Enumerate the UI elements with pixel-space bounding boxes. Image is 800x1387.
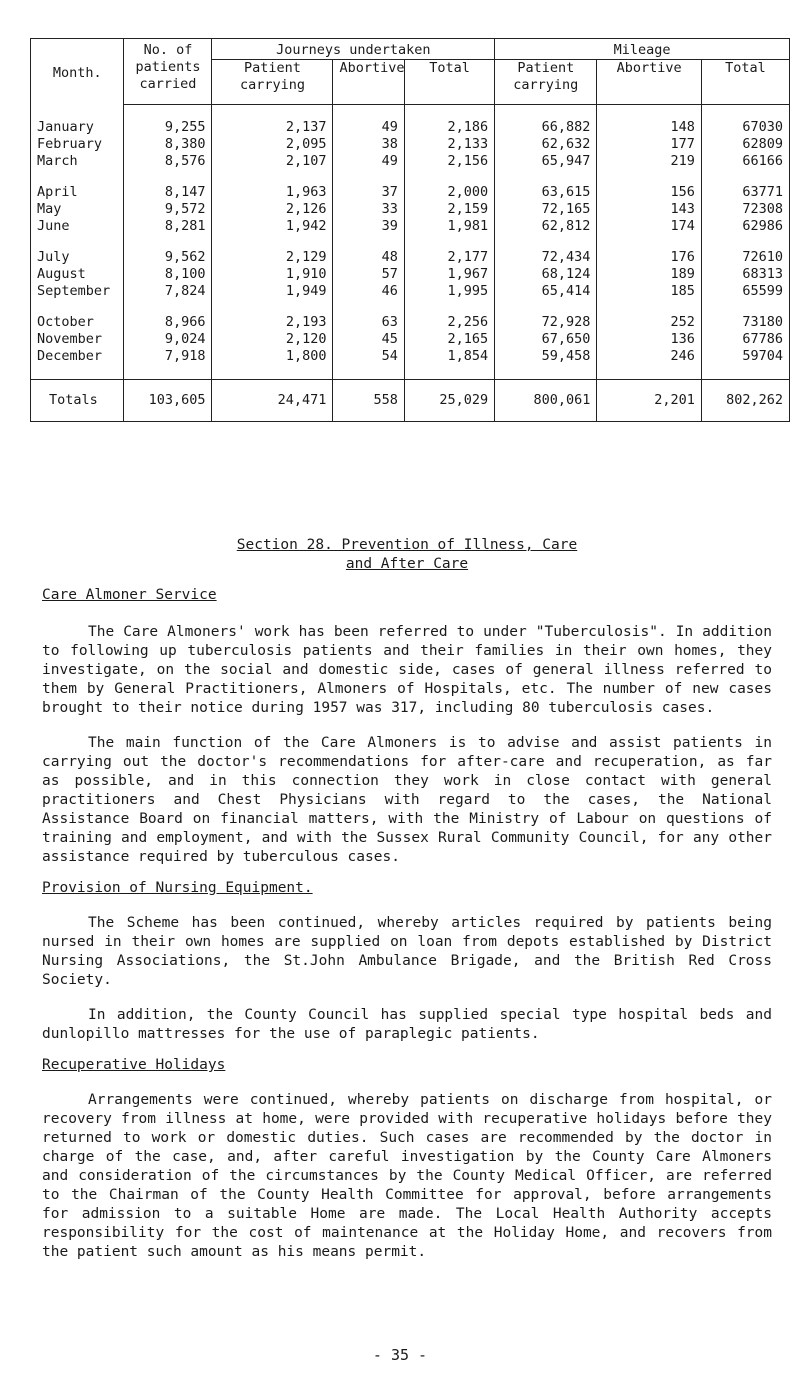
totals-row <box>31 380 790 422</box>
care-almoner-paragraph-2: The main function of the Care Almoners is to advise and assist patients in carrying out the doctor's recommendations for after-care and recuperation, as far as possible, and in this connection they work in close contact with general practitioners and Chest Physicians with regard to the cases, the National Assistance Board on financial matters, with the Ministry of Labour on questions of training and employment, and with the Sussex Rural Community Council, for any other assistance required by tuberculous cases. <box>42 735 772 865</box>
totals-journeys-total: 25,029 <box>404 380 494 422</box>
cell-journeys-abortive: 54 <box>333 348 404 380</box>
cell-mileage-total: 67030 <box>701 105 789 137</box>
cell-patients-carried: 8,966 <box>124 300 212 331</box>
cell-month: November <box>31 331 124 348</box>
table-row <box>31 170 790 201</box>
cell-mileage-patient: 72,165 <box>495 201 597 218</box>
totals-label: Totals <box>31 380 124 422</box>
cell-journeys-abortive: 49 <box>333 105 404 137</box>
col-header-journeys: Journeys undertaken <box>212 39 495 60</box>
col-header-patients-carried: No. of patients carried <box>124 39 212 105</box>
cell-mileage-abortive: 246 <box>597 348 701 380</box>
cell-journeys-patient: 1,910 <box>212 266 333 283</box>
cell-mileage-abortive: 219 <box>597 153 701 170</box>
section-title <box>42 536 772 574</box>
cell-month: December <box>31 348 124 380</box>
cell-journeys-patient: 2,137 <box>212 105 333 137</box>
cell-journeys-abortive: 38 <box>333 136 404 153</box>
col-header-mileage-abortive: Abortive <box>597 60 701 105</box>
col-header-mileage-patient-carrying: Patient carrying <box>495 60 597 105</box>
table-row <box>31 136 790 153</box>
col-header-month: Month. <box>31 39 124 105</box>
cell-journeys-total: 2,177 <box>404 235 494 266</box>
cell-mileage-total: 66166 <box>701 153 789 170</box>
cell-journeys-abortive: 49 <box>333 153 404 170</box>
table-row <box>31 218 790 235</box>
cell-month: June <box>31 218 124 235</box>
care-almoner-heading: Care Almoner Service <box>42 587 217 603</box>
cell-journeys-patient: 1,949 <box>212 283 333 300</box>
cell-patients-carried: 8,100 <box>124 266 212 283</box>
cell-mileage-abortive: 176 <box>597 235 701 266</box>
cell-journeys-patient: 2,095 <box>212 136 333 153</box>
cell-month: September <box>31 283 124 300</box>
cell-mileage-abortive: 177 <box>597 136 701 153</box>
cell-patients-carried: 7,918 <box>124 348 212 380</box>
cell-mileage-total: 62809 <box>701 136 789 153</box>
table-body <box>31 105 790 422</box>
cell-mileage-patient: 65,414 <box>495 283 597 300</box>
cell-mileage-total: 67786 <box>701 331 789 348</box>
cell-patients-carried: 9,024 <box>124 331 212 348</box>
cell-mileage-abortive: 252 <box>597 300 701 331</box>
table-row <box>31 105 790 137</box>
totals-patients-carried: 103,605 <box>124 380 212 422</box>
table-row <box>31 201 790 218</box>
ambulance-statistics-table-wrap <box>30 38 790 422</box>
totals-mileage-total: 802,262 <box>701 380 789 422</box>
cell-journeys-total: 2,156 <box>404 153 494 170</box>
table-row <box>31 235 790 266</box>
cell-journeys-abortive: 37 <box>333 170 404 201</box>
cell-patients-carried: 9,562 <box>124 235 212 266</box>
cell-mileage-total: 65599 <box>701 283 789 300</box>
cell-mileage-total: 72610 <box>701 235 789 266</box>
col-header-journeys-total: Total <box>404 60 494 105</box>
cell-month: March <box>31 153 124 170</box>
cell-journeys-abortive: 57 <box>333 266 404 283</box>
cell-patients-carried: 7,824 <box>124 283 212 300</box>
cell-journeys-abortive: 46 <box>333 283 404 300</box>
table-row <box>31 283 790 300</box>
cell-mileage-patient: 72,928 <box>495 300 597 331</box>
totals-journeys-patient: 24,471 <box>212 380 333 422</box>
col-header-journeys-patient-carrying: Patient carrying <box>212 60 333 105</box>
cell-journeys-total: 1,995 <box>404 283 494 300</box>
cell-mileage-abortive: 136 <box>597 331 701 348</box>
cell-journeys-patient: 2,107 <box>212 153 333 170</box>
page-number: - 35 - <box>372 1346 428 1364</box>
cell-journeys-total: 2,186 <box>404 105 494 137</box>
cell-mileage-patient: 62,632 <box>495 136 597 153</box>
cell-journeys-abortive: 33 <box>333 201 404 218</box>
col-header-mileage-total: Total <box>701 60 789 105</box>
cell-journeys-abortive: 48 <box>333 235 404 266</box>
cell-mileage-patient: 59,458 <box>495 348 597 380</box>
cell-month: January <box>31 105 124 137</box>
cell-mileage-total: 68313 <box>701 266 789 283</box>
table-row <box>31 153 790 170</box>
cell-month: August <box>31 266 124 283</box>
care-almoner-paragraph-1: The Care Almoners' work has been referred to under "Tuberculosis". In addition to following up tuberculosis patients and their families in their own homes, they investigate, on the social and domestic side, cases of general illness referred to them by General Practitioners, Almoners of Hospitals, etc. The number of new cases brought to their notice during 1957 was 317, including 80 tuberculosis cases. <box>42 624 772 716</box>
cell-journeys-patient: 2,129 <box>212 235 333 266</box>
cell-journeys-patient: 1,800 <box>212 348 333 380</box>
cell-mileage-abortive: 174 <box>597 218 701 235</box>
cell-mileage-patient: 62,812 <box>495 218 597 235</box>
page-content <box>42 536 772 1262</box>
cell-journeys-total: 2,000 <box>404 170 494 201</box>
cell-mileage-total: 63771 <box>701 170 789 201</box>
cell-journeys-abortive: 45 <box>333 331 404 348</box>
cell-mileage-abortive: 156 <box>597 170 701 201</box>
section-title-line-1: Section 28. Prevention of Illness, Care <box>236 537 578 553</box>
cell-mileage-patient: 66,882 <box>495 105 597 137</box>
cell-patients-carried: 9,572 <box>124 201 212 218</box>
cell-patients-carried: 8,576 <box>124 153 212 170</box>
cell-journeys-patient: 2,120 <box>212 331 333 348</box>
cell-journeys-total: 1,967 <box>404 266 494 283</box>
cell-journeys-patient: 1,963 <box>212 170 333 201</box>
cell-patients-carried: 8,281 <box>124 218 212 235</box>
cell-month: February <box>31 136 124 153</box>
table-row <box>31 300 790 331</box>
cell-mileage-patient: 63,615 <box>495 170 597 201</box>
cell-patients-carried: 8,147 <box>124 170 212 201</box>
col-header-mileage: Mileage <box>495 39 790 60</box>
ambulance-statistics-table <box>30 38 790 422</box>
cell-journeys-total: 2,256 <box>404 300 494 331</box>
cell-journeys-total: 1,981 <box>404 218 494 235</box>
cell-patients-carried: 9,255 <box>124 105 212 137</box>
cell-mileage-patient: 65,947 <box>495 153 597 170</box>
cell-mileage-total: 59704 <box>701 348 789 380</box>
cell-month: July <box>31 235 124 266</box>
cell-mileage-total: 73180 <box>701 300 789 331</box>
table-header-row <box>31 39 790 60</box>
cell-journeys-abortive: 39 <box>333 218 404 235</box>
table-row <box>31 348 790 380</box>
recuperative-holidays-paragraph: Arrangements were continued, whereby patients on discharge from hospital, or recovery from illness at home, were provided with recuperative holidays before they returned to work or domestic duties. Such cases are recommended by the doctor in charge of the case, and, after careful investigation by the County Care Almoners and consideration of the circumstances by the County Medical Officer, are referred to the Chairman of the County Health Committee for approval, before arrangements for admission to a suitable Home are made. The Local Health Authority accepts responsibility for the cost of maintenance at the Holiday Home, and recovers from the patient such amount as his means permit. <box>42 1092 772 1260</box>
totals-mileage-abortive: 2,201 <box>597 380 701 422</box>
cell-month: May <box>31 201 124 218</box>
cell-journeys-patient: 2,126 <box>212 201 333 218</box>
cell-patients-carried: 8,380 <box>124 136 212 153</box>
cell-journeys-abortive: 63 <box>333 300 404 331</box>
cell-journeys-total: 2,159 <box>404 201 494 218</box>
cell-journeys-patient: 2,193 <box>212 300 333 331</box>
totals-mileage-patient: 800,061 <box>495 380 597 422</box>
recuperative-holidays-heading: Recuperative Holidays <box>42 1057 226 1073</box>
cell-journeys-total: 2,133 <box>404 136 494 153</box>
cell-mileage-abortive: 148 <box>597 105 701 137</box>
nursing-equipment-heading: Provision of Nursing Equipment. <box>42 880 313 896</box>
table-row <box>31 266 790 283</box>
cell-mileage-abortive: 189 <box>597 266 701 283</box>
cell-mileage-abortive: 143 <box>597 201 701 218</box>
cell-mileage-total: 72308 <box>701 201 789 218</box>
cell-mileage-abortive: 185 <box>597 283 701 300</box>
nursing-equipment-paragraph-2: In addition, the County Council has supplied special type hospital beds and dunlopillo mattresses for the use of paraplegic patients. <box>42 1007 772 1042</box>
cell-journeys-total: 2,165 <box>404 331 494 348</box>
table-row <box>31 331 790 348</box>
cell-mileage-patient: 68,124 <box>495 266 597 283</box>
totals-journeys-abortive: 558 <box>333 380 404 422</box>
cell-journeys-patient: 1,942 <box>212 218 333 235</box>
cell-month: April <box>31 170 124 201</box>
nursing-equipment-paragraph-1: The Scheme has been continued, whereby articles required by patients being nursed in their own homes are supplied on loan from depots established by District Nursing Associations, the St.John Ambulance Brigade, and the British Red Cross Society. <box>42 915 772 988</box>
cell-mileage-patient: 72,434 <box>495 235 597 266</box>
cell-journeys-total: 1,854 <box>404 348 494 380</box>
cell-mileage-total: 62986 <box>701 218 789 235</box>
cell-mileage-patient: 67,650 <box>495 331 597 348</box>
section-title-line-2: and After Care <box>345 556 469 572</box>
cell-month: October <box>31 300 124 331</box>
col-header-journeys-abortive: Abortive <box>333 60 404 105</box>
